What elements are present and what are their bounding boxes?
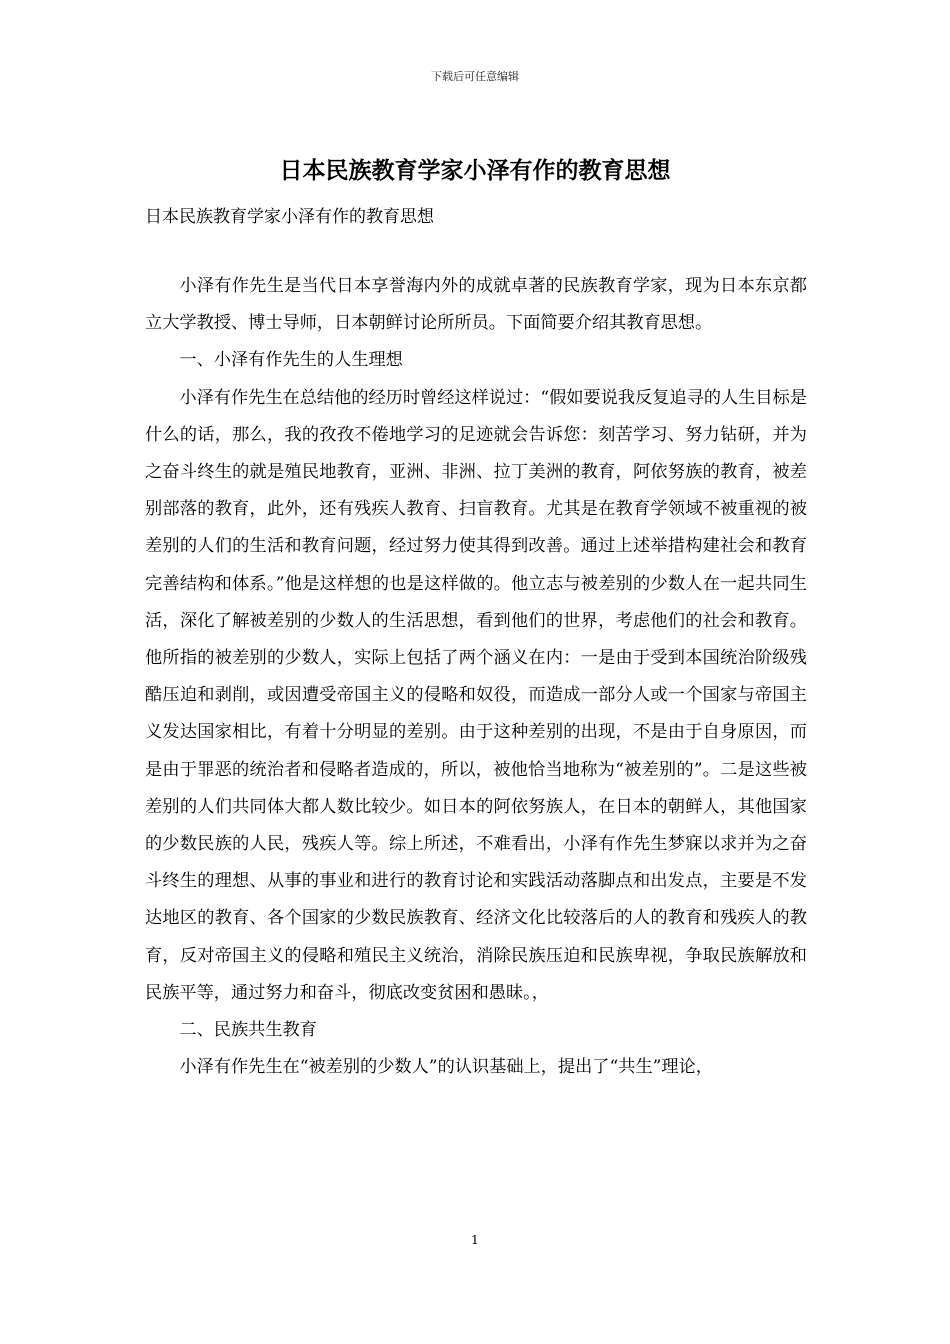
paragraph-life-ideal: 小泽有作先生在总结他的经历时曾经这样说过：“假如要说我反复追寻的人生目标是什么的话，那么，我的孜孜不倦地学习的足迹就会告诉您：刻苦学习、努力钻研，并为之奋斗终生的就是殖民地教育，亚洲、非洲、拉丁美洲的教育，阿依努族的教育，被差别部落的教育，此外，还有残疾人教育、扫盲教育。尤其是在教育学领域不被重视的被差别的人们的生活和教育问题，经过努力使其得到改善。通过上述举措构建社会和教育完善结构和体系。”他是这样想的也是这样做的。他立志与被差别的少数人在一起共同生活，深化了解被差别的少数人的生活思想，看到他们的世界，考虑他们的社会和教育。他所指的被差别的少数人，实际上包括了两个涵义在内：一是由于受到本国统治阶级残酷压迫和剥削，或因遭受帝国主义的侵略和奴役，而造成一部分人或一个国家与帝国主义发达国家相比，有着十分明显的差别。由于这种差别的出现，不是由于自身原因，而是由于罪恶的统治者和侵略者造成的，所以，被他恰当地称为“被差别的”。二是这些被差别的人们共同体大都人数比较少。如日本的阿依努族人，在日本的朝鲜人，其他国家的少数民族的人民，残疾人等。综上所述，不难看出，小泽有作先生梦寐以求并为之奋斗终生的理想、从事的事业和进行的教育讨论和实践活动落脚点和出发点，主要是不发达地区的教育、各个国家的少数民族教育、经济文化比较落后的人的教育和残疾人的教育，反对帝国主义的侵略和殖民主义统治，消除民族压迫和民族卑视，争取民族解放和民族平等，通过努力和奋斗，彻底改变贫困和愚昧。， — [145, 387, 807, 1003]
section-heading-2: 二、民族共生教育 — [179, 1020, 317, 1041]
document-subtitle: 日本民族教育学家小泽有作的教育思想 — [145, 207, 434, 227]
paragraph-coexistence: 小泽有作先生在“被差别的少数人”的认识基础上，提出了“共生”理论， — [179, 1057, 713, 1078]
document-body — [145, 268, 807, 1086]
paragraph-intro: 小泽有作先生是当代日本享誉海内外的成就卓著的民族教育学家，现为日本东京都立大学教授、博士导师，日本朝鲜讨论所所员。下面简要介绍其教育思想。 — [145, 276, 807, 334]
document-title: 日本民族教育学家小泽有作的教育思想 — [279, 157, 671, 184]
page-number: 1 — [471, 1233, 479, 1247]
header-note: 下载后可任意编辑 — [431, 70, 519, 83]
section-heading-1: 一、小泽有作先生的人生理想 — [179, 350, 403, 371]
